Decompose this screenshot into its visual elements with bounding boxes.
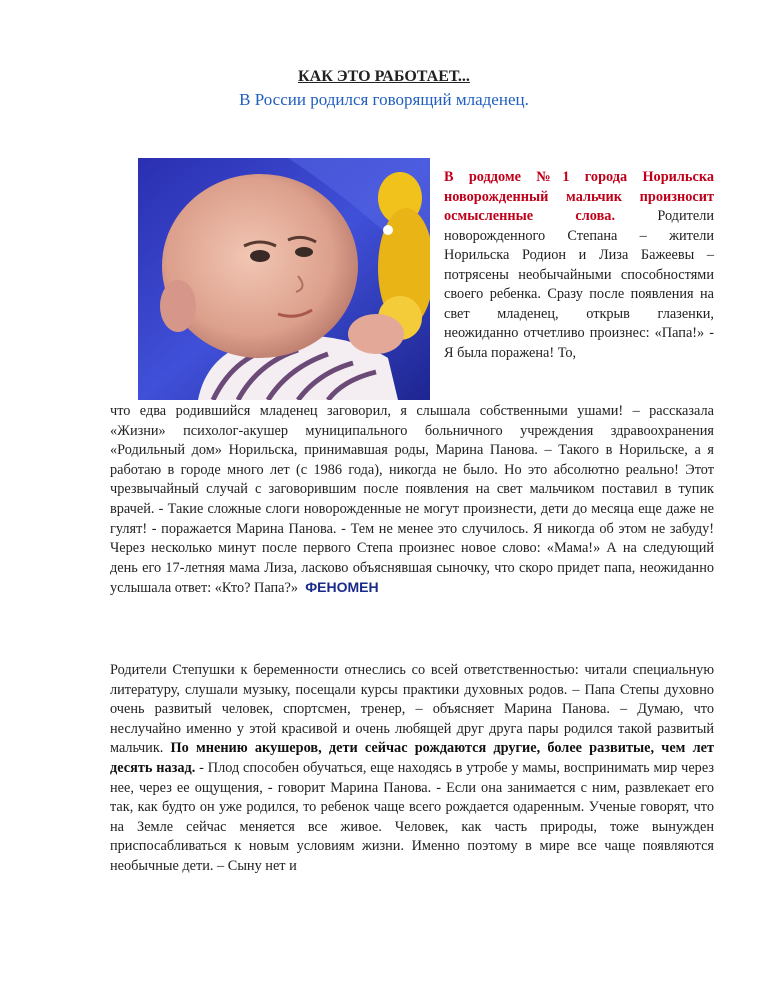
- paragraph-1-rest: что едва родившийся младенец заговорил, я слышала собственными ушами! – рассказала «Жизни» психолог-акушер муниципального больничного учреждения здравоохранения «Родильный дом» Норильска, принимавшая роды, Марина Панова. – Такого в Норильске, а я работаю в городе много лет (с 1986 года), никогда не было. Но это абсолютно реально! Этот чрезвычайный случай с заговорившим после появления на свет мальчиком поставил в тупик врачей. - Такие сложные слоги новорожденные не могут произнести, дети до месяца еще даже не гулят! - поражается Марина Панова. - Тем не менее это случилось. Я никогда об этом не забуду! Через несколько минут после первого Степа произнес новое слово: «Мама!» А на следующий день его 17-летняя мама Лиза, ласково объяснявшая сыночку, что скоро придет папа, неожиданно услышала ответ: «Кто? Папа?»: [110, 403, 714, 597]
- baby-photo: [138, 158, 430, 400]
- paragraph-1-start: Родители новорожденного Степана – жители Норильска Родион и Лиза Бажеевы – потрясены необычайными способностями своего ребенка. Сразу после появления на свет младенец, открыв глазенки, неожиданно отчетливо произнес: «Папа!» - Я была поражена! То,: [444, 208, 714, 361]
- paragraph-2: [110, 661, 714, 877]
- article-headline: В России родился говорящий младенец.: [239, 90, 529, 109]
- baby-photo-illustration: [138, 158, 430, 400]
- paragraph-2-part-a: Родители Степушки к беременности отнеслись со всей ответственностью: читали специальную литературу, слушали музыку, посещали курсы практики духовных родов. – Папа Степы духовно очень развитый человек, спортсмен, тренер, – объясняет Марина Панова. – Думаю, что неслучайно именно у этой красивой и очень любящей друг друга пары родился такой развитый мальчик.: [110, 662, 714, 757]
- section-heading: ФЕНОМЕН: [305, 579, 379, 596]
- lead-text: В роддоме №1 города Норильска новорожденный мальчик произносит осмысленные слова.: [444, 169, 714, 224]
- paragraph-2-part-b: - Плод способен обучаться, еще находясь в утробе у мамы, воспринимать мир через нее, через ее ощущения, - говорит Марина Панова. - Если она занимается с ним, развлекает его так, как будто он уже родился, то ребенок чаще всего рождается одаренным. Ученые говорят, что на Земле сейчас меняется все живое. Человек, как часть природы, тоже вынужден приспосабливаться к новым условиям жизни. Именно поэтому в мире все чаще появляются необычные дети. – Сыну нет и: [110, 759, 715, 874]
- paragraph-2-bold: По мнению акушеров, дети сейчас рождаются другие, более развитые, чем лет десять назад.: [110, 740, 714, 776]
- section-kicker: КАК ЭТО РАБОТАЕТ...: [298, 68, 470, 85]
- lead-paragraph: [444, 168, 714, 363]
- paragraph-1-continued: [110, 402, 714, 599]
